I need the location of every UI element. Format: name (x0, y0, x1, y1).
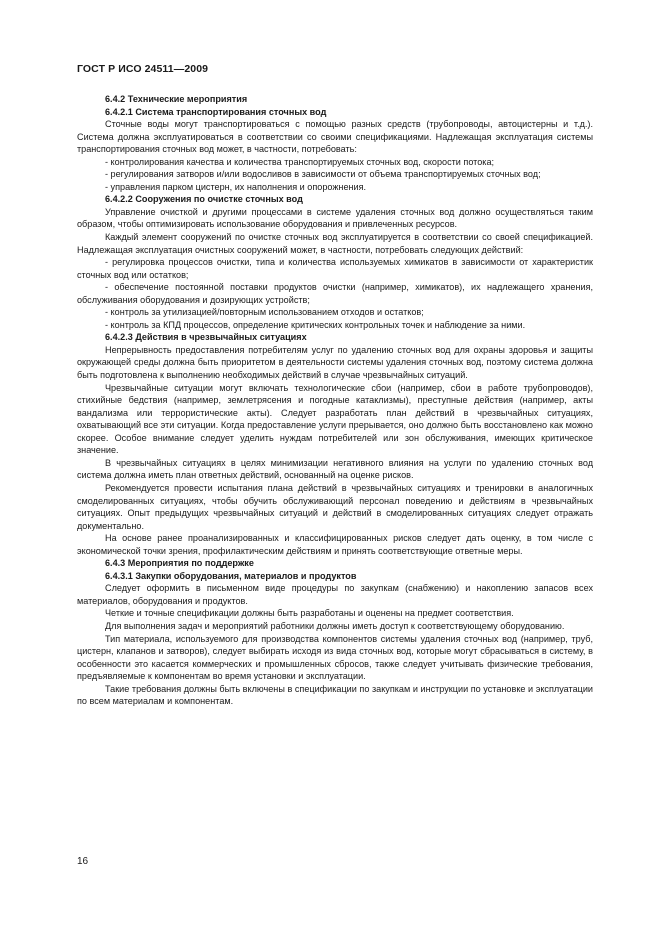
paragraph: Следует оформить в письменном виде процедуры по закупкам (снабжению) и накоплению запасов всех материалов, оборудования и продуктов. (77, 583, 593, 606)
paragraph: Сточные воды могут транспортироваться с помощью разных средств (трубопроводы, автоцистерны и т.д.). Система должна эксплуатироваться в соответствии со своими спецификациями. Надлежащая эксплуатация системы транспортирования сточных вод может, в частности, потребовать: (77, 119, 593, 155)
paragraph: Такие требования должны быть включены в спецификации по закупкам и инструкции по установке и эксплуатации по всем материалам и компонентам. (77, 683, 593, 707)
paragraph: В чрезвычайных ситуациях в целях минимизации негативного влияния на услуги по удалению сточных вод система должна иметь план ответных действий, основанный на оценке рисков. (77, 457, 593, 481)
list-item: - контроль за утилизацией/повторным использованием отходов и остатков; (105, 307, 424, 318)
paragraph: Непрерывность предоставления потребителям услуг по удалению сточных вод для охраны здоровья и защиты окружающей среды должна быть приоритетом в деятельности системы удаления сточных вод, поэтому система должна быть подготовлена к выполнению необходимых действий в случае чрезвычайных ситуаций. (77, 344, 593, 381)
paragraph: Для выполнения задач и мероприятий работники должны иметь доступ к соответствующему оборудованию. (105, 620, 565, 631)
document-body (77, 93, 593, 708)
subsection-heading: 6.4.2.1 Система транспортирования сточных вод (105, 106, 327, 117)
subsection-heading: 6.4.2.2 Сооружения по очистке сточных вод (105, 194, 303, 205)
paragraph: Четкие и точные спецификации должны быть разработаны и оценены на предмет соответствия. (105, 608, 514, 619)
section-heading: 6.4.3 Мероприятия по поддержке (105, 558, 254, 569)
paragraph: Тип материала, используемого для производства компонентов системы удаления сточных вод (например, труб, цистерн, клапанов и затворов), следует выбирать исходя из вида сточных вод, которые могут сбрасываться в систему, в особенности это касается коммерческих и промышленных сбросов, также следует учитывать физические требования, предъявляемые к компонентам во время установки и эксплуатации. (77, 633, 593, 682)
list-item: - контроль за КПД процессов, определение критических контрольных точек и наблюдение за ними. (105, 319, 526, 330)
list-item: - регулировка процессов очистки, типа и количества используемых химикатов в зависимости от характеристик сточных вод или остатков; (77, 257, 593, 280)
paragraph: Чрезвычайные ситуации могут включать технологические сбои (например, сбои в работе трубопроводов), стихийные бедствия (например, землетрясения и погодные катаклизмы), преступные действия (например, акты вандализма или террористические акты). Следует разработать план действий в чрезвычайных ситуациях, охватывающий все эти ситуации. Когда предоставление услуги прерывается, оно должно быть восстановлено как можно скорее. Особое внимание следует уделить нуждам потребителей или зон обслуживания, имеющих критическое значение. (77, 382, 593, 456)
list-item: - управления парком цистерн, их наполнения и опорожнения. (105, 181, 367, 192)
subsection-heading: 6.4.2.3 Действия в чрезвычайных ситуациях (105, 332, 307, 343)
paragraph: Управление очисткой и другими процессами в системе удаления сточных вод должно осуществляться таким образом, чтобы оптимизировать использование оборудования и привлеченных ресурсов. (77, 206, 593, 230)
list-item: - контролирования качества и количества транспортируемых сточных вод, скорости потока; (105, 156, 495, 167)
paragraph: Рекомендуется провести испытания плана действий в чрезвычайных ситуациях и тренировки в аналогичных смоделированных ситуациях, чтобы обучить обслуживающий персонал поведению и действиям в чрезвычайных ситуациях. Опыт предыдущих чрезвычайных ситуаций и действий в смоделированных ситуациях следует отражать документально. (77, 482, 593, 531)
document-header: ГОСТ Р ИСО 24511—2009 (77, 63, 209, 75)
subsection-heading: 6.4.3.1 Закупки оборудования, материалов и продуктов (105, 570, 357, 581)
paragraph: На основе ранее проанализированных и классифицированных рисков следует дать оценку, в том числе с экономической точки зрения, профилактическим действиям и принять соответствующие ответные меры. (77, 533, 593, 556)
page-number: 16 (77, 856, 89, 867)
list-item: - обеспечение постоянной поставки продуктов очистки (например, химикатов), их надлежащего хранения, обслуживания оборудования и дозирующих устройств; (77, 282, 593, 305)
list-item: - регулирования затворов и/или водосливов в зависимости от объема транспортируемых сточных вод; (105, 169, 541, 180)
section-heading: 6.4.2 Технические мероприятия (105, 94, 248, 104)
paragraph: Каждый элемент сооружений по очистке сточных вод эксплуатируется в соответствии со своей спецификацией. Надлежащая эксплуатация очистных сооружений может, в частности, потребовать следующих действий: (77, 232, 593, 255)
